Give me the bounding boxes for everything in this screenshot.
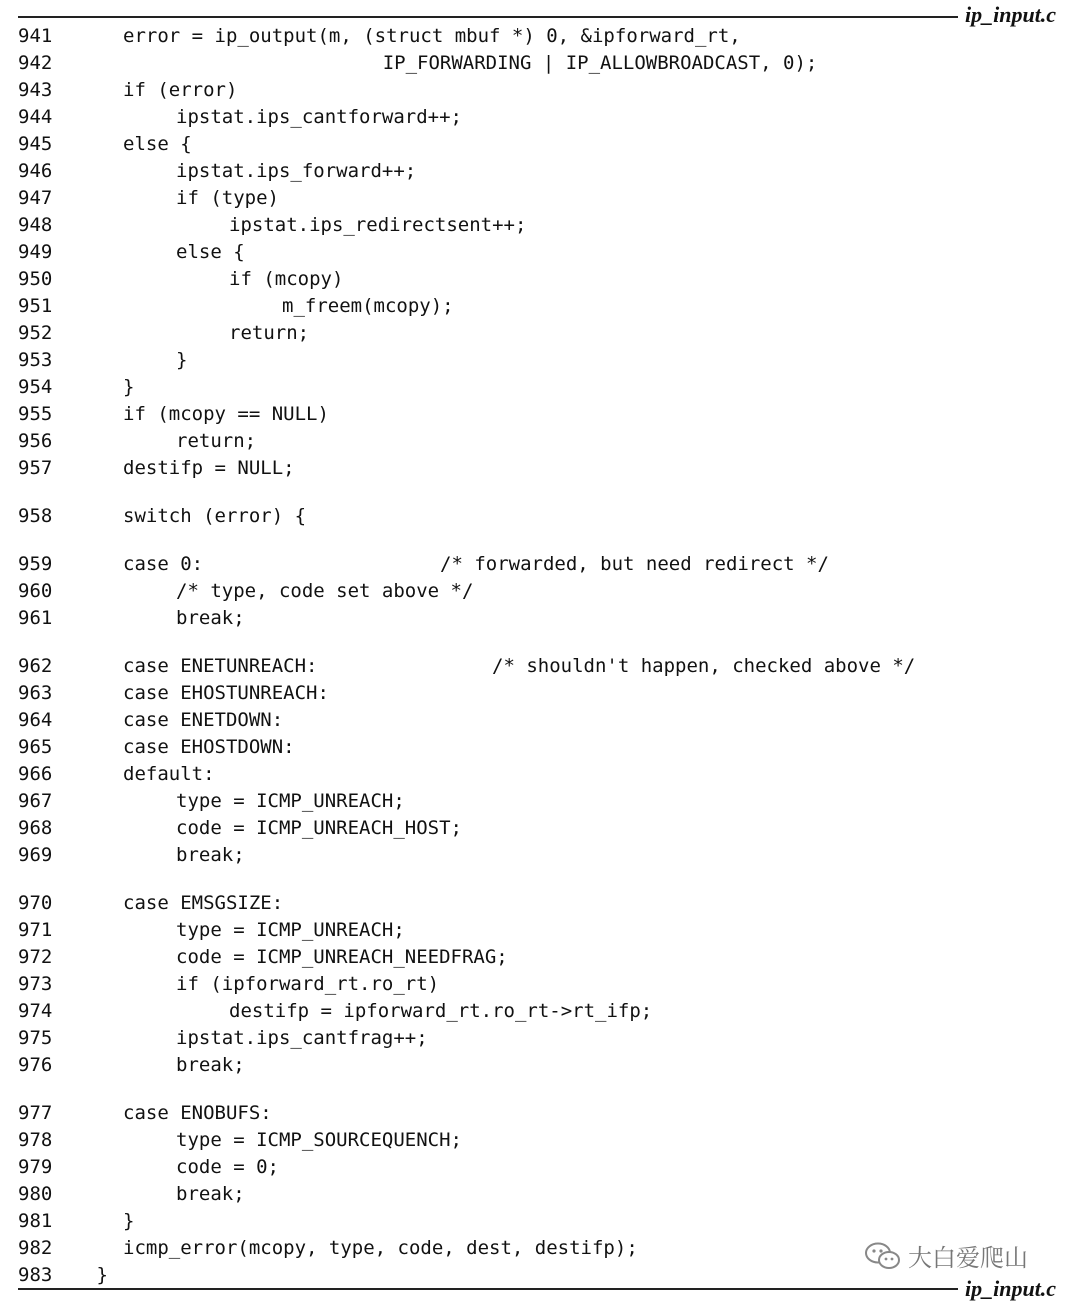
line-number: 950 xyxy=(18,268,53,290)
line-number: 969 xyxy=(18,844,53,866)
code-text: if (mcopy) xyxy=(229,268,344,290)
line-number: 957 xyxy=(18,457,53,479)
line-number: 961 xyxy=(18,607,53,629)
code-text: m_freem(mcopy); xyxy=(282,295,454,317)
code-text: return; xyxy=(229,322,310,344)
code-text: break; xyxy=(176,1183,245,1205)
code-text: ipstat.ips_cantfrag++; xyxy=(176,1027,428,1049)
code-text: if (ipforward_rt.ro_rt) xyxy=(176,973,440,995)
file-name-footer: ip_input.c xyxy=(965,1276,1057,1301)
code-text: ipstat.ips_redirectsent++; xyxy=(229,214,527,236)
code-text: else { xyxy=(123,133,192,155)
line-number: 955 xyxy=(18,403,53,425)
code-text: if (type) xyxy=(176,187,279,209)
code-text: } xyxy=(176,349,188,371)
line-number: 965 xyxy=(18,736,53,758)
line-number: 971 xyxy=(18,919,53,941)
code-text: case 0: xyxy=(123,553,204,575)
line-number: 949 xyxy=(18,241,53,263)
code-text: ipstat.ips_forward++; xyxy=(176,160,417,182)
code-text: code = ICMP_UNREACH_HOST; xyxy=(176,817,462,839)
line-number: 964 xyxy=(18,709,53,731)
code-text: case EHOSTUNREACH: xyxy=(123,682,329,704)
line-number: 977 xyxy=(18,1102,53,1124)
line-number: 960 xyxy=(18,580,53,602)
code-text: break; xyxy=(176,607,245,629)
line-number: 954 xyxy=(18,376,53,398)
code-text: switch (error) { xyxy=(123,505,307,527)
line-number: 982 xyxy=(18,1237,53,1259)
line-number: 963 xyxy=(18,682,53,704)
line-number: 948 xyxy=(18,214,53,236)
code-text: default: xyxy=(123,763,215,785)
line-number: 981 xyxy=(18,1210,53,1232)
code-text: /* type, code set above */ xyxy=(176,580,474,602)
line-number: 978 xyxy=(18,1129,53,1151)
code-text: icmp_error(mcopy, type, code, dest, destifp); xyxy=(123,1237,638,1259)
code-text: ipstat.ips_cantforward++; xyxy=(176,106,462,128)
wechat-icon xyxy=(864,1241,902,1271)
code-text: type = ICMP_UNREACH; xyxy=(176,790,405,812)
code-text: case EHOSTDOWN: xyxy=(123,736,295,758)
line-number: 983 xyxy=(18,1264,53,1286)
code-text: return; xyxy=(176,430,257,452)
code-text: case EMSGSIZE: xyxy=(123,892,284,914)
code-text: IP_FORWARDING | IP_ALLOWBROADCAST, 0); xyxy=(382,52,818,74)
code-comment: /* forwarded, but need redirect */ xyxy=(440,553,829,575)
line-number: 951 xyxy=(18,295,53,317)
watermark-text: 大白爱爬山 xyxy=(908,1244,1028,1272)
line-number: 944 xyxy=(18,106,53,128)
line-number: 947 xyxy=(18,187,53,209)
line-number: 956 xyxy=(18,430,53,452)
code-text: } xyxy=(96,1264,108,1286)
code-text: type = ICMP_UNREACH; xyxy=(176,919,405,941)
line-number: 980 xyxy=(18,1183,53,1205)
line-number: 945 xyxy=(18,133,53,155)
line-number: 972 xyxy=(18,946,53,968)
line-number: 975 xyxy=(18,1027,53,1049)
line-number: 946 xyxy=(18,160,53,182)
code-text: destifp = NULL; xyxy=(123,457,295,479)
code-text: case ENOBUFS: xyxy=(123,1102,272,1124)
code-text: else { xyxy=(176,241,245,263)
line-number: 966 xyxy=(18,763,53,785)
code-text: code = 0; xyxy=(176,1156,279,1178)
code-text: if (mcopy == NULL) xyxy=(123,403,329,425)
code-text: code = ICMP_UNREACH_NEEDFRAG; xyxy=(176,946,508,968)
line-number: 959 xyxy=(18,553,53,575)
line-number: 942 xyxy=(18,52,53,74)
bottom-rule xyxy=(18,1288,958,1290)
code-text: error = ip_output(m, (struct mbuf *) 0, &ipforward_rt, xyxy=(123,25,741,47)
line-number: 962 xyxy=(18,655,53,677)
line-number: 974 xyxy=(18,1000,53,1022)
line-number: 953 xyxy=(18,349,53,371)
code-text: if (error) xyxy=(123,79,238,101)
watermark xyxy=(864,1238,1028,1273)
line-number: 979 xyxy=(18,1156,53,1178)
code-comment: /* shouldn't happen, checked above */ xyxy=(492,655,916,677)
line-number: 941 xyxy=(18,25,53,47)
code-text: break; xyxy=(176,1054,245,1076)
line-number: 958 xyxy=(18,505,53,527)
file-name-header: ip_input.c xyxy=(965,2,1057,27)
code-text: break; xyxy=(176,844,245,866)
line-number: 976 xyxy=(18,1054,53,1076)
line-number: 973 xyxy=(18,973,53,995)
code-text: } xyxy=(123,376,135,398)
line-number: 952 xyxy=(18,322,53,344)
line-number: 943 xyxy=(18,79,53,101)
code-text: case ENETDOWN: xyxy=(123,709,284,731)
line-number: 970 xyxy=(18,892,53,914)
code-text: destifp = ipforward_rt.ro_rt->rt_ifp; xyxy=(229,1000,653,1022)
code-text: case ENETUNREACH: xyxy=(123,655,318,677)
code-text: } xyxy=(123,1210,135,1232)
line-number: 967 xyxy=(18,790,53,812)
line-number: 968 xyxy=(18,817,53,839)
code-text: type = ICMP_SOURCEQUENCH; xyxy=(176,1129,462,1151)
